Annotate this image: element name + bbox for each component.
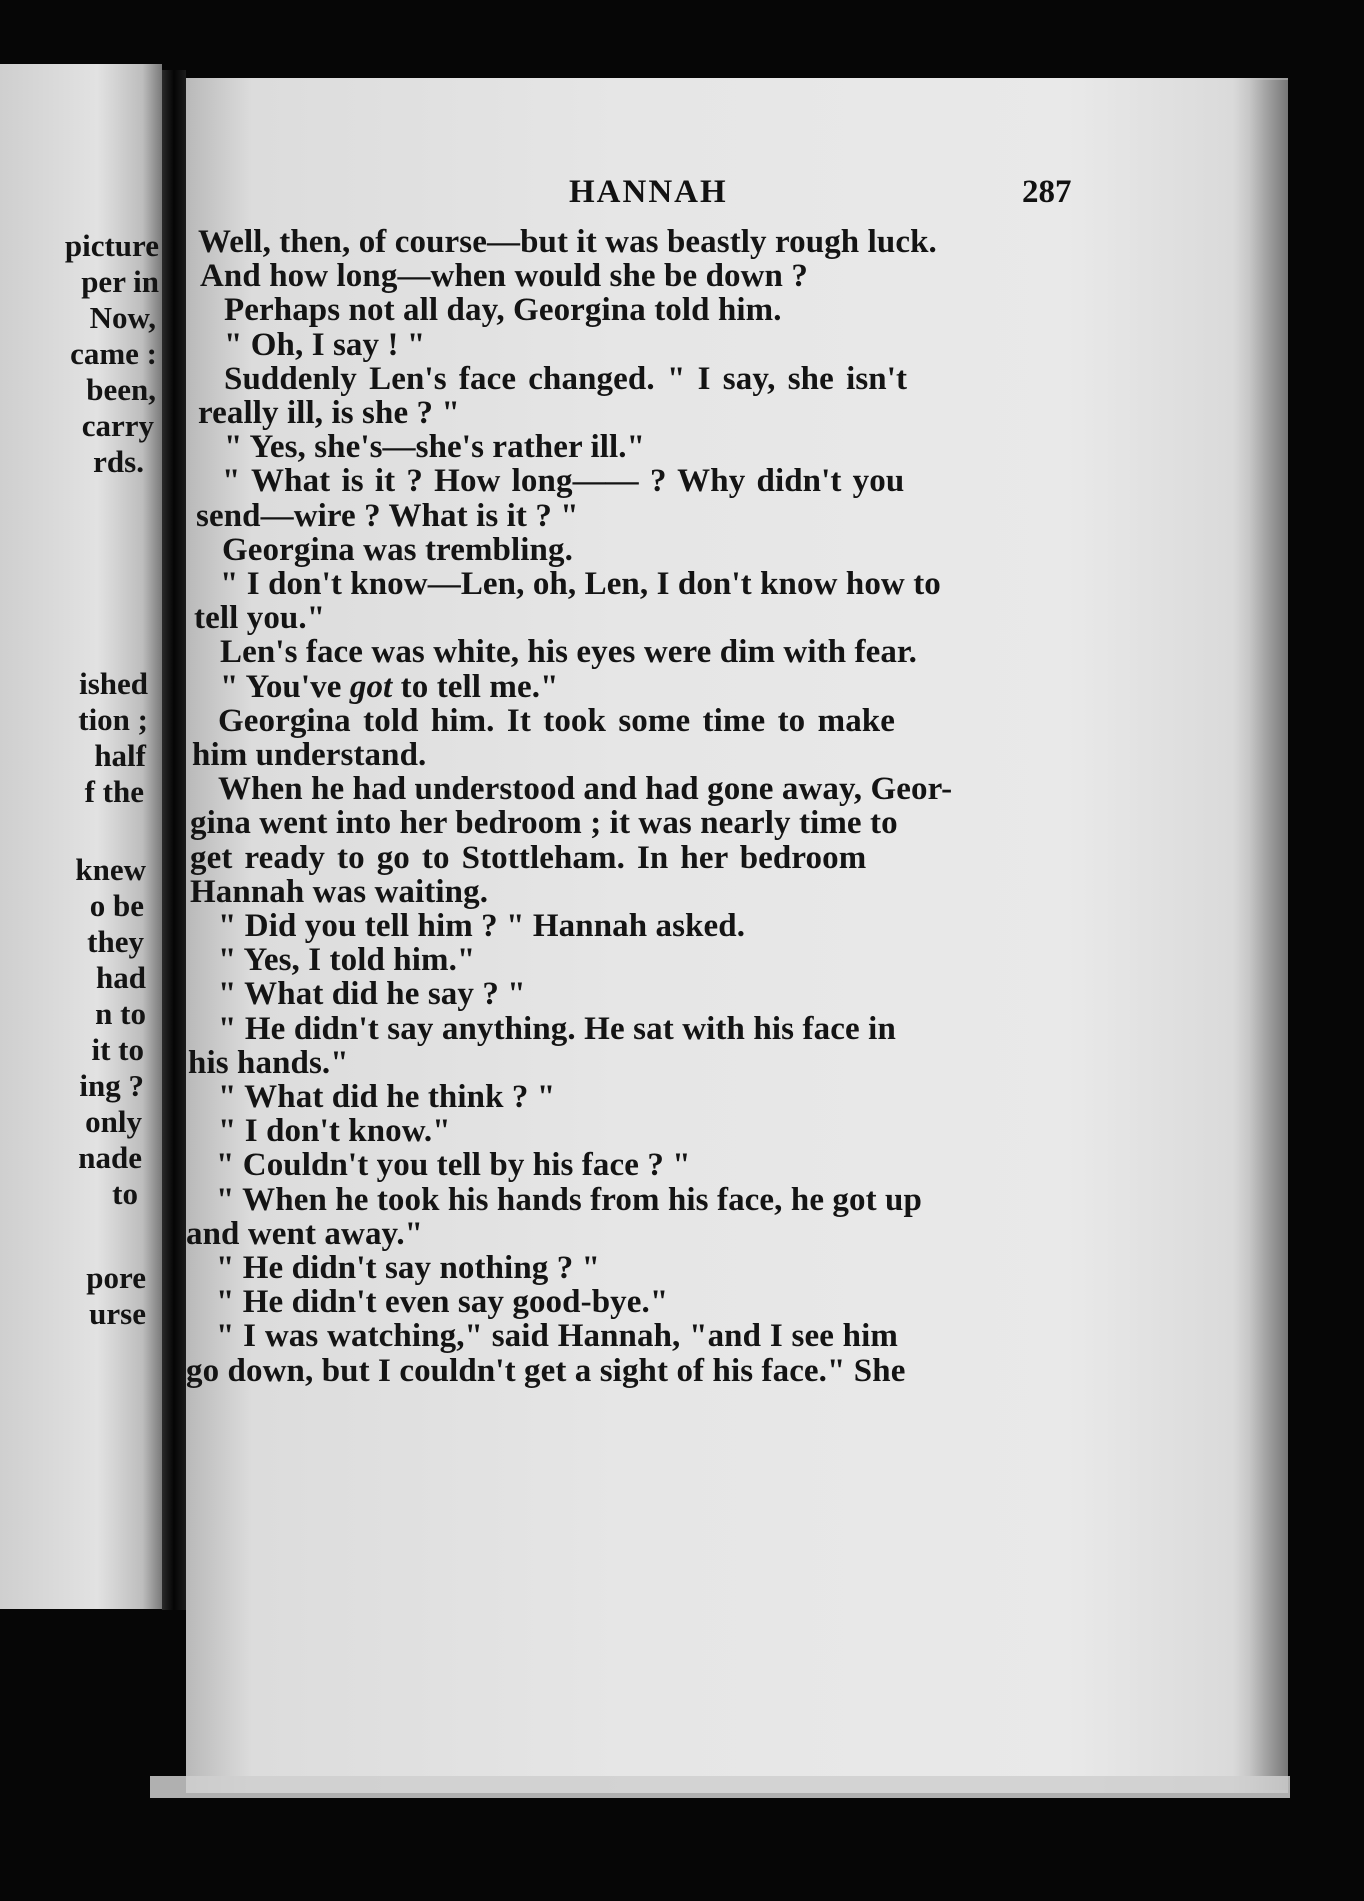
left-page-line: only (85, 1104, 142, 1139)
left-page-line: been, (86, 372, 156, 407)
text-line: Hannah was waiting. (190, 874, 489, 910)
text-line: gina went into her bedroom ; it was nearly time to (190, 805, 898, 841)
text-line: " Yes, I told him." (218, 942, 476, 978)
text-line: Len's face was white, his eyes were dim with fear. (220, 634, 918, 670)
text-line: " What did he say ? " (218, 976, 526, 1012)
text-line: " What is it ? How long—— ? Why didn't you (222, 463, 905, 499)
page-bottom-edge (150, 1776, 1290, 1798)
left-page-line: knew (75, 852, 146, 887)
text-line: " I don't know—Len, oh, Len, I don't know how to (220, 566, 941, 602)
left-page-line: o be (89, 888, 144, 923)
left-page-line: they (87, 924, 144, 959)
left-page-line: pore (86, 1260, 146, 1295)
left-page-line: Now, (89, 300, 156, 335)
text-line: Georgina was trembling. (222, 532, 573, 568)
text-line: " He didn't say nothing ? " (216, 1250, 601, 1286)
right-page (186, 78, 1288, 1793)
text-line: and went away." (186, 1216, 424, 1252)
text-line: tell you." (194, 600, 326, 636)
left-page-line: per in (81, 264, 159, 299)
left-page-line: ished (79, 666, 148, 701)
text-line: " You've got to tell me." (220, 669, 559, 705)
left-page-fragment (0, 64, 162, 1609)
left-page-line: half (94, 738, 146, 773)
left-page-line: f the (84, 774, 144, 809)
text-line: his hands." (188, 1045, 349, 1081)
text-line: go down, but I couldn't get a sight of his face." She (186, 1353, 906, 1389)
text-line: " Yes, she's—she's rather ill." (224, 429, 646, 465)
text-line: " When he took his hands from his face, he got up (216, 1182, 922, 1218)
text-line: Well, then, of course—but it was beastly rough luck. (198, 224, 937, 260)
text-line: " What did he think ? " (218, 1079, 556, 1115)
text-line: send—wire ? What is it ? " (196, 498, 579, 534)
text-line: " Oh, I say ! " (224, 327, 426, 363)
text-line: Suddenly Len's face changed. " I say, she isn't (224, 361, 908, 397)
text-line: really ill, is she ? " (198, 395, 460, 431)
text-line: " I don't know." (218, 1113, 451, 1149)
left-page-line: had (96, 960, 146, 995)
left-page-line: n to (95, 996, 146, 1031)
page-edge-shadow (1250, 80, 1288, 1790)
text-line: Georgina told him. It took some time to make (218, 703, 895, 739)
text-line: " He didn't say anything. He sat with his face in (218, 1011, 896, 1047)
text-line: " Couldn't you tell by his face ? " (216, 1147, 691, 1183)
book-gutter (162, 70, 186, 1610)
page-number: 287 (1022, 174, 1072, 210)
left-page-line: urse (89, 1296, 146, 1331)
running-head (186, 174, 1288, 214)
left-page-line: ing ? (79, 1068, 144, 1103)
text-line: him understand. (192, 737, 427, 773)
left-page-line: carry (81, 408, 154, 443)
text-line: And how long—when would she be down ? (200, 258, 808, 294)
text-line: " Did you tell him ? " Hannah asked. (218, 908, 746, 944)
left-page-line: it to (91, 1032, 144, 1067)
running-head-title: HANNAH (569, 174, 728, 210)
left-page-line: nade (78, 1140, 142, 1175)
text-line: get ready to go to Stottleham. In her bedroom (190, 840, 867, 876)
left-page-line: came : (70, 336, 157, 371)
text-line: " He didn't even say good-bye." (216, 1284, 669, 1320)
text-line: When he had understood and had gone away, Geor- (218, 771, 953, 807)
text-line: " I was watching," said Hannah, "and I see him (216, 1318, 898, 1354)
text-line: Perhaps not all day, Georgina told him. (224, 292, 782, 328)
left-page-line: picture (64, 228, 159, 263)
left-page-line: rds. (93, 444, 144, 479)
left-page-line: to (112, 1176, 138, 1211)
left-page-line: tion ; (78, 702, 148, 737)
